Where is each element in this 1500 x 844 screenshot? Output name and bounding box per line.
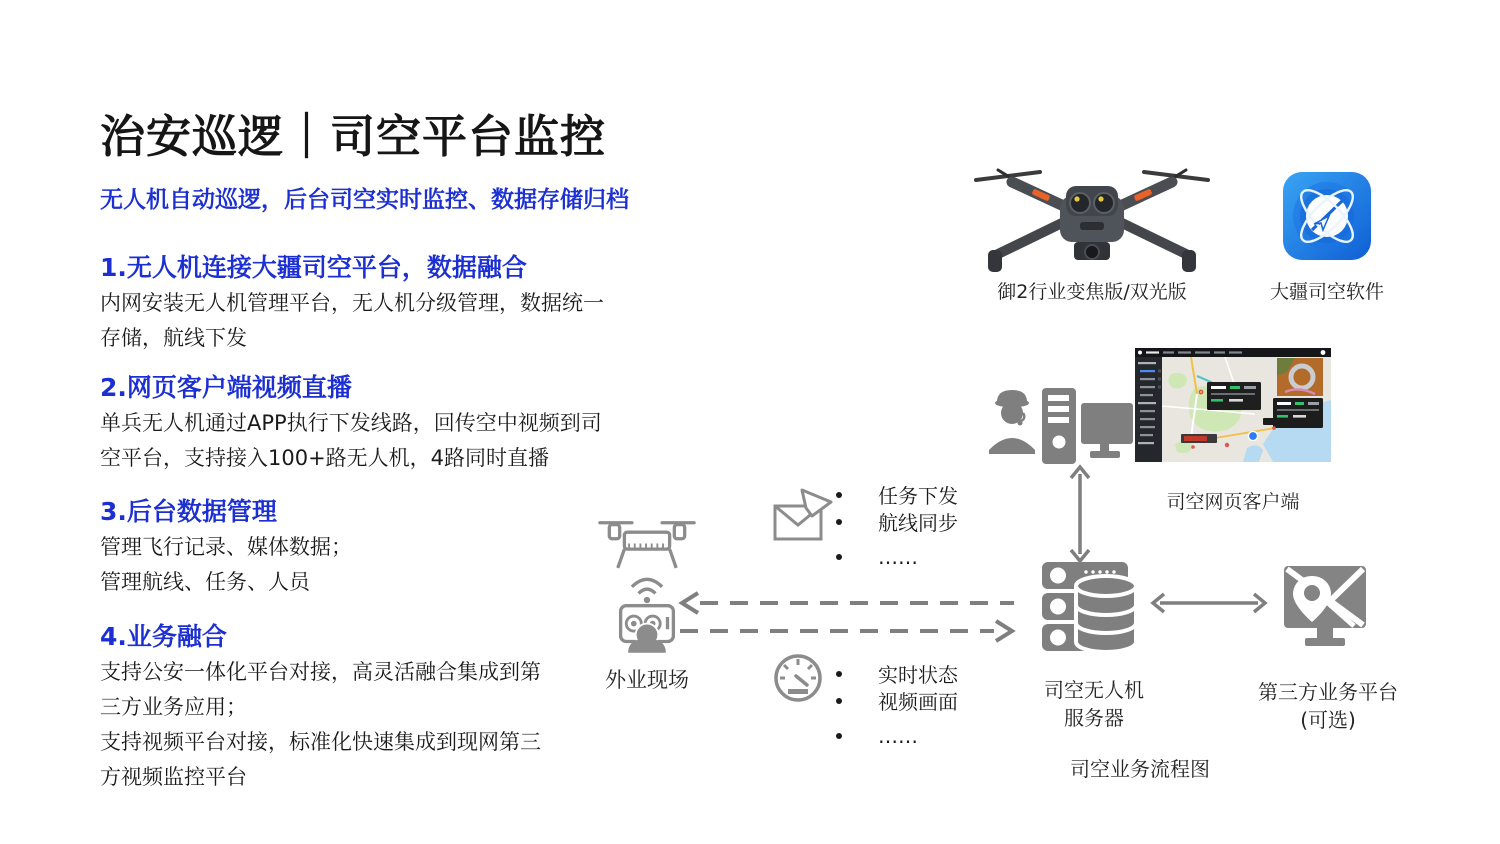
downlink-item (836, 543, 958, 570)
uplink-item-label: 实时状态 (878, 663, 958, 687)
downlink-item-label: 任务下发 (878, 484, 958, 508)
bullet-dot (836, 698, 842, 704)
section-4-line-4: 方视频监控平台 (100, 765, 247, 789)
web-client-caption: 司空网页客户端 (1166, 491, 1300, 513)
uplink-item (836, 687, 958, 714)
section-3-line-2: 管理航线、任务、人员 (100, 570, 310, 594)
downlink-item-label: 航线同步 (878, 511, 958, 535)
section-2-line-1: 单兵无人机通过APP执行下发线路，回传空中视频到司 (100, 411, 602, 435)
web-client-screenshot (1135, 348, 1331, 462)
server-database-icon (1040, 560, 1144, 654)
third-party-caption (1255, 678, 1401, 734)
uplink-item-label: 视频画面 (878, 690, 958, 714)
bullet-dot (836, 554, 842, 560)
section-1-body (100, 286, 604, 356)
uplink-item-label: …… (878, 723, 918, 748)
dashed-link-arrows (676, 588, 1018, 644)
section-2-line-2: 空平台，支持接入100+路无人机，4路同时直播 (100, 446, 550, 470)
message-send-icon (772, 486, 834, 546)
uplink-list (836, 660, 958, 749)
section-4-body (100, 655, 541, 795)
bullet-dot (836, 671, 842, 677)
section-3-body (100, 530, 352, 600)
section-3-heading: 3.后台数据管理 (100, 497, 277, 526)
downlink-list (836, 481, 958, 570)
server-caption (1034, 676, 1154, 732)
drone-caption: 御2行业变焦版/双光版 (997, 281, 1187, 303)
section-2-heading: 2.网页客户端视频直播 (100, 373, 352, 402)
section-1-line-2: 存储，航线下发 (100, 326, 247, 350)
server-caption-line-2: 服务器 (1064, 706, 1124, 730)
section-3-line-1: 管理飞行记录、媒体数据； (100, 535, 352, 559)
bullet-dot (836, 733, 842, 739)
flighthub-app-icon (1283, 172, 1371, 260)
subtitle: 无人机自动巡逻，后台司空实时监控、数据存储归档 (100, 187, 629, 213)
section-1-heading: 1.无人机连接大疆司空平台，数据融合 (100, 253, 527, 282)
third-party-caption-line-2: (可选) (1300, 708, 1356, 732)
server-caption-line-1: 司空无人机 (1044, 678, 1144, 702)
app-caption: 大疆司空软件 (1269, 281, 1384, 303)
gauge-icon (772, 652, 824, 704)
section-4-line-2: 三方业务应用； (100, 695, 247, 719)
third-party-caption-line-1: 第三方业务平台 (1258, 680, 1398, 704)
uplink-item (836, 722, 958, 749)
vertical-double-arrow (1066, 464, 1094, 564)
third-party-platform-icon (1282, 564, 1368, 654)
flow-diagram-caption: 司空业务流程图 (1070, 757, 1210, 781)
uplink-item (836, 660, 958, 687)
section-4-line-1: 支持公安一体化平台对接，高灵活融合集成到第 (100, 660, 541, 684)
section-1-line-1: 内网安装无人机管理平台，无人机分级管理，数据统一 (100, 291, 604, 315)
horizontal-double-arrow (1150, 590, 1268, 616)
operator-workstation-icon (984, 382, 1136, 478)
field-caption: 外业现场 (605, 668, 689, 692)
downlink-item (836, 481, 958, 508)
downlink-item (836, 508, 958, 535)
bullet-dot (836, 492, 842, 498)
downlink-item-label: …… (878, 544, 918, 569)
page-title: 治安巡逻｜司空平台监控 (100, 110, 607, 163)
drone-image (968, 156, 1216, 278)
section-2-body (100, 406, 602, 476)
section-4-heading: 4.业务融合 (100, 622, 227, 651)
bullet-dot (836, 519, 842, 525)
section-4-line-3: 支持视频平台对接，标准化快速集成到现网第三 (100, 730, 541, 754)
